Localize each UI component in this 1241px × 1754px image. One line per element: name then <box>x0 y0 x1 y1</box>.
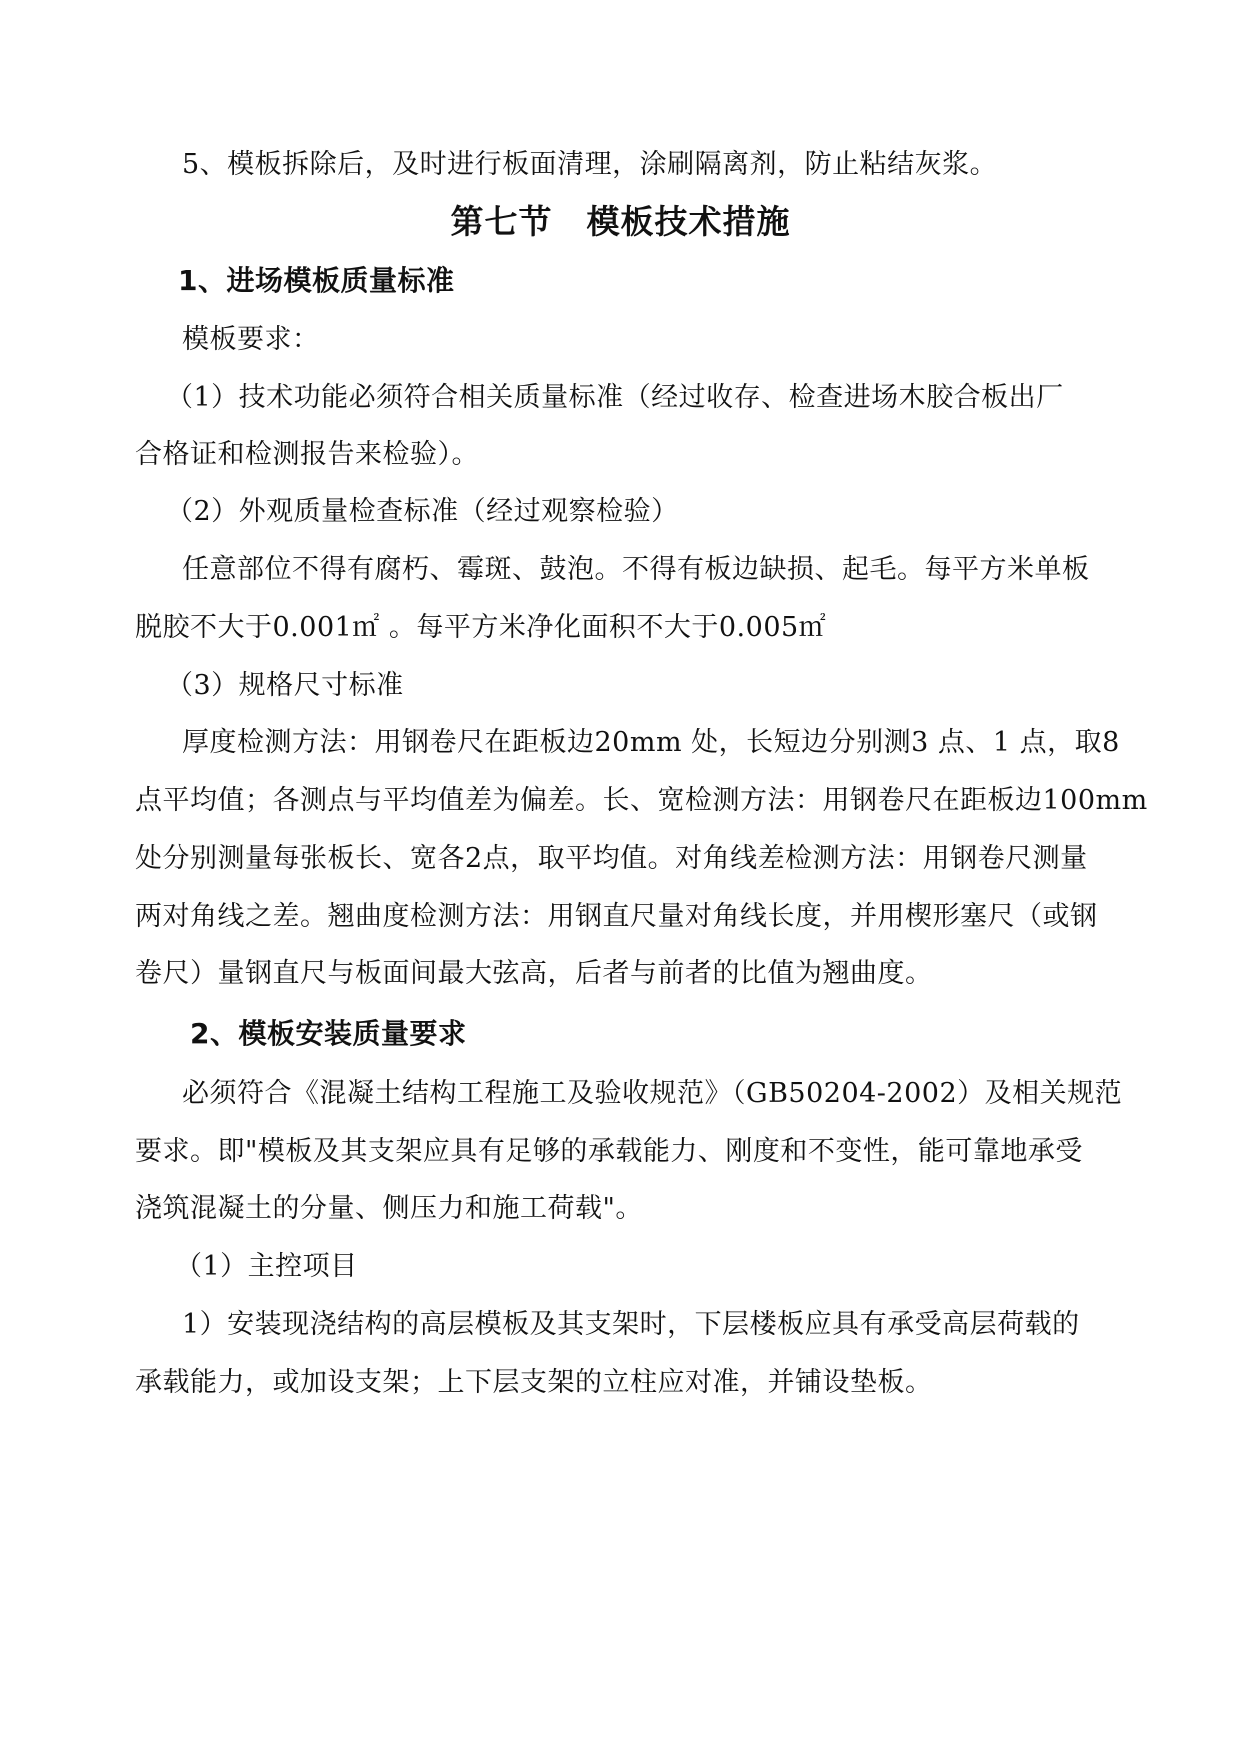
paragraph-line: （3）规格尺寸标准 <box>166 670 404 701</box>
paragraph-line: 浇筑混凝土的分量、侧压力和施工荷载"。 <box>135 1193 643 1224</box>
paragraph-line: 要求。即"模板及其支架应具有足够的承载能力、刚度和不变性，能可靠地承受 <box>135 1136 1083 1167</box>
paragraph-line: 厚度检测方法：用钢卷尺在距板边20mm 处，长短边分别测3 点、1 点，取8 <box>182 727 1120 758</box>
section-title: 第七节 模板技术措施 <box>450 202 791 241</box>
paragraph-line: （1）主控项目 <box>175 1251 358 1282</box>
paragraph-line: 承载能力，或加设支架；上下层支架的立柱应对准，并铺设垫板。 <box>135 1367 933 1398</box>
paragraph-line: 脱胶不大于0.001㎡ 。每平方米净化面积不大于0.005㎡ <box>135 612 827 643</box>
paragraph-line: 1）安装现浇结构的高层模板及其支架时，下层楼板应具有承受高层荷载的 <box>182 1309 1080 1340</box>
paragraph-line: 处分别测量每张板长、宽各2点，取平均值。对角线差检测方法：用钢卷尺测量 <box>135 843 1088 874</box>
paragraph-line: 5、模板拆除后，及时进行板面清理，涂刷隔离剂，防止粘结灰浆。 <box>182 149 998 180</box>
paragraph-line: 任意部位不得有腐朽、霉斑、鼓泡。不得有板边缺损、起毛。每平方米单板 <box>182 554 1090 585</box>
paragraph-line: （1）技术功能必须符合相关质量标准（经过收存、检查进场木胶合板出厂 <box>166 382 1064 413</box>
paragraph-line: 两对角线之差。翘曲度检测方法：用钢直尺量对角线长度，并用楔形塞尺（或钢 <box>135 901 1098 932</box>
paragraph-line: （2）外观质量检查标准（经过观察检验） <box>166 496 679 527</box>
paragraph-line: 卷尺）量钢直尺与板面间最大弦高，后者与前者的比值为翘曲度。 <box>135 958 933 989</box>
subsection-title: 1、进场模板质量标准 <box>178 264 455 297</box>
paragraph-line: 模板要求： <box>182 324 320 355</box>
paragraph-line: 必须符合《混凝土结构工程施工及验收规范》（GB50204-2002）及相关规范 <box>182 1078 1123 1109</box>
subsection-title: 2、模板安装质量要求 <box>190 1017 467 1050</box>
paragraph-line: 点平均值；各测点与平均值差为偏差。长、宽检测方法：用钢卷尺在距板边100mm <box>135 785 1148 816</box>
paragraph-line: 合格证和检测报告来检验）。 <box>135 439 479 470</box>
